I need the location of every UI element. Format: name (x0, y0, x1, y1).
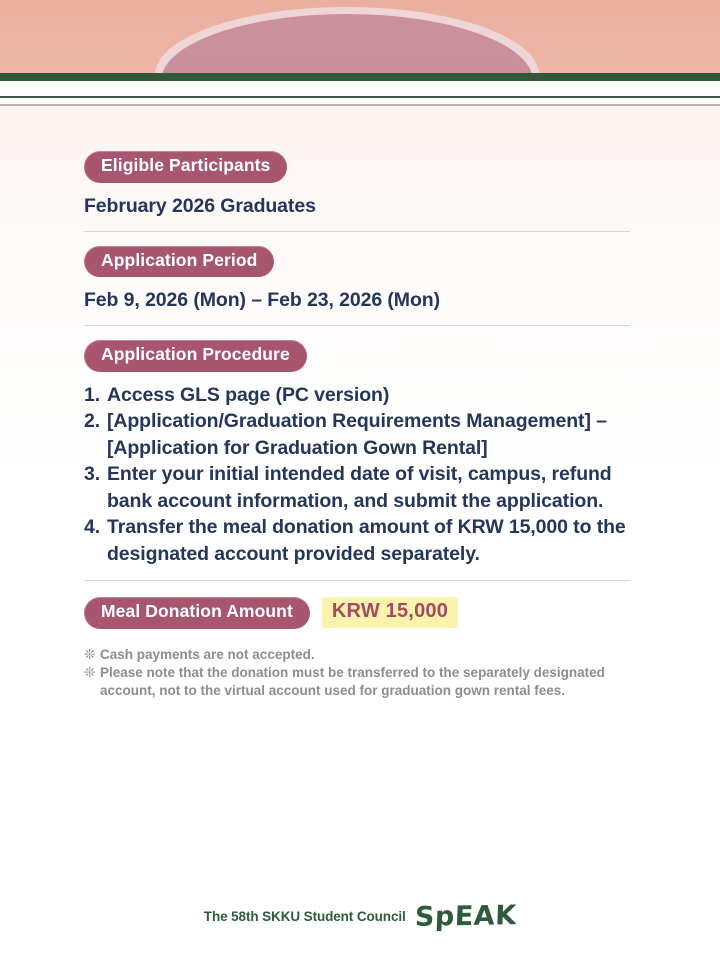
procedure-list (84, 382, 642, 568)
step-number: 4. (84, 516, 101, 538)
section-application-period (84, 246, 644, 327)
meal-amount-highlight: KRW 15,000 (322, 597, 458, 628)
step-number: 2. (84, 410, 101, 432)
procedure-step-1 (84, 382, 642, 409)
footnotes (84, 646, 662, 700)
application-period-value: Feb 9, 2026 (Mon) – Feb 23, 2026 (Mon) (84, 289, 440, 311)
section-meal-donation (84, 597, 644, 629)
footnote-text: Cash payments are not accepted. (100, 646, 315, 662)
step-text: Access GLS page (PC version) (107, 383, 390, 406)
badge-application-procedure: Application Procedure (84, 340, 307, 372)
footnote-marker-icon: ❊ (84, 646, 96, 662)
header-band (0, 0, 720, 73)
footnote (84, 646, 662, 664)
eligible-participants-value: February 2026 Graduates (84, 194, 316, 217)
step-number: 1. (84, 383, 101, 406)
green-bar-thick (0, 73, 720, 81)
procedure-step-4 (84, 514, 642, 567)
white-band (0, 81, 720, 96)
step-text: Enter your initial intended date of visit, campus, refund bank account information, and submit the application. (107, 463, 612, 512)
badge-meal-donation-amount: Meal Donation Amount (84, 597, 310, 629)
badge-eligible-participants: Eligible Participants (84, 151, 287, 183)
section-application-procedure (84, 340, 644, 581)
section-eligible-participants (84, 151, 644, 232)
step-text: [Application/Graduation Requirements Management] – [Application for Graduation Gown Rental] (107, 410, 607, 459)
speak-logo: SpEAK (414, 900, 517, 933)
footnote-text: Please note that the donation must be transferred to the separately designated account, not to the virtual account used for graduation gown rental fees. (100, 664, 605, 698)
council-name: The 58th SKKU Student Council (203, 909, 406, 924)
step-number: 3. (84, 463, 101, 485)
footer (0, 900, 720, 933)
section-divider (84, 231, 630, 232)
section-divider (84, 325, 630, 326)
notice-content (0, 106, 720, 700)
step-text: Transfer the meal donation amount of KRW 15,000 to the designated account provided separately. (107, 516, 626, 565)
footnote (84, 664, 662, 700)
footnote-marker-icon: ❊ (84, 664, 96, 680)
section-divider (84, 580, 630, 581)
header-dome-fill (161, 14, 533, 73)
header-dome (155, 7, 539, 73)
procedure-step-2 (84, 408, 642, 461)
procedure-step-3 (84, 461, 642, 514)
badge-application-period: Application Period (84, 246, 274, 278)
